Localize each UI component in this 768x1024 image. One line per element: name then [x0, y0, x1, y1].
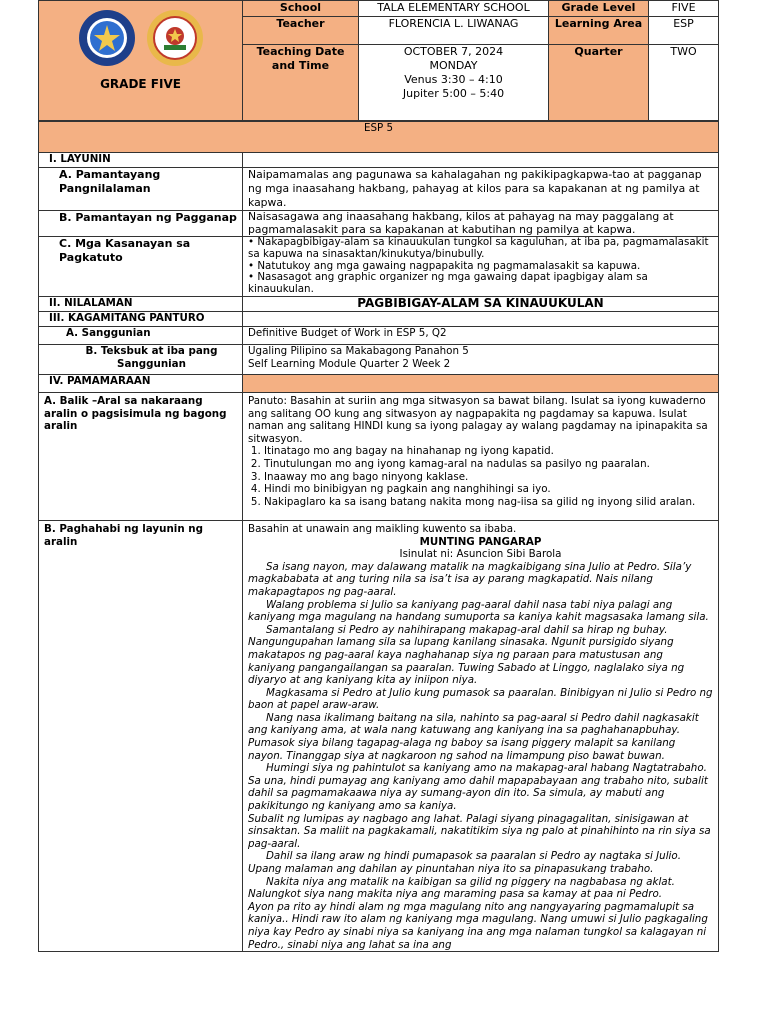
kasanayan-label: C. Mga Kasanayan sa Pagkatuto	[39, 237, 243, 297]
story-title: MUNTING PANGARAP	[419, 535, 542, 548]
kagamitan-empty	[243, 311, 719, 326]
pamantayang-label: A. Pamantayang Pangnilalaman	[39, 168, 243, 211]
story-cell	[243, 520, 719, 951]
teksbuk-line: Ugaling Pilipino sa Makabagong Panahon 5	[248, 344, 469, 357]
header-table	[38, 0, 719, 121]
teacher-value: FLORENCIA L. LIWANAG	[359, 17, 549, 45]
paghahabi-label: B. Paghahabi ng layunin ng aralin	[39, 520, 243, 951]
story-paragraph: Sa isang nayon, may dalawang matalik na magkaibigang sina Julio at Pedro. Sila’y magkababata at ang turing nila sa isa’t isa ay parang magkapatid. Nais nilang makapagtapos ng pag-aaral.	[248, 560, 692, 598]
teksbuk-label: B. Teksbuk at iba pang Sanggunian	[39, 344, 243, 374]
balik-cell	[243, 392, 719, 520]
kasanayan-item: • Nakapagbibigay-alam sa kinauukulan tungkol sa kaguluhan, at iba pa, pagmamalasakit sa kapuwa na sinasaktan/kinukutya/binubully.	[248, 236, 709, 260]
teksbuk-line: Self Learning Module Quarter 2 Week 2	[248, 357, 451, 370]
kagamitan-label: III. KAGAMITANG PANTURO	[39, 311, 243, 326]
main-table	[38, 121, 719, 952]
list-item: 3. Inaaway mo ang bago ninyong kaklase.	[264, 471, 713, 484]
story-paragraph: Humingi siya ng pahintulot sa kaniyang amo na makapag-aral habang Nagtatrabaho. Sa una, hindi pumayag ang kaniyang amo dahil mapapabayaan ang trabaho nito, subalit dahil sa pagmamakaawa niya ay sumang-ayon din ito. Sa simula, ay mabuti ang pakikitungo ng kaniyang amo sa kaniya.	[248, 762, 708, 813]
day-value: MONDAY	[429, 59, 478, 73]
balik-list	[248, 445, 713, 508]
pagganap-label: B. Pamantayan ng Pagganap	[39, 211, 243, 237]
story-paragraph: Magkasama si Pedro at Julio kung pumasok sa paaralan. Binibigyan ni Julio si Pedro ng baon at papel araw-araw.	[248, 686, 713, 712]
teksbuk-cell	[243, 344, 719, 374]
kasanayan-list	[243, 237, 719, 297]
nilalaman-label: II. NILALAMAN	[39, 296, 243, 311]
paghahabi-intro: Basahin at unawain ang maikling kuwento sa ibaba.	[248, 522, 517, 535]
pamantayang-text: Naipamamalas ang pagunawa sa kahalagahan ng pakikipagkapwa-tao at pagganap ng mga inaasahang hakbang, pahayag at kilos para sa kapakanan at ng pamilya at kapwa.	[243, 168, 719, 211]
time-jupiter: Jupiter 5:00 – 5:40	[402, 87, 505, 101]
sanggunian-text: Definitive Budget of Work in ESP 5, Q2	[243, 326, 719, 344]
list-item: 2. Tinutulungan mo ang iyong kamag-aral na nadulas sa pasilyo ng paaralan.	[264, 458, 713, 471]
quarter-label: Quarter	[549, 45, 649, 121]
story-paragraph: Samantalang si Pedro ay nahihirapang makapag-aral dahil sa hirap ng buhay. Nangungupahan lamang sila sa lupang kanilang sinasaka. Ngunit pursigido siyang makatapos ng pag-aaral kaya naghahanap siya ng paraan para matustusan ang kaniyang pangangailangan sa paaralan. Tuwing Sabado at Linggo, naglalako siya ng diyaryo at ang kaniyang kita ay iniipon niya.	[248, 623, 685, 687]
quarter-value: TWO	[649, 45, 719, 121]
story-paragraph: Ayon pa rito ay hindi alam ng mga magulang nito ang nangyayaring pagmamalupit sa kaniya.. Hindi raw ito alam ng kaniyang mga magulang. Nang umuwi si Julio pagkagaling niya kay Pedro ay sinabi niya sa kaniyang ina ang mga nalaman tungkol sa kalagayan ni Pedro., sinabi niya ang lahat sa ina ang	[248, 900, 708, 951]
kasanayan-item: • Nasasagot ang graphic organizer ng mga gawaing dapat ipagbigay alam sa kinauukulan.	[248, 271, 648, 296]
list-item: 5. Nakipaglaro ka sa isang batang nakita mong nag-iisa sa gilid ng inyong silid aralan.	[264, 496, 713, 509]
grade-title: GRADE FIVE	[100, 77, 181, 91]
learning-area-value: ESP	[649, 17, 719, 45]
kasanayan-item: • Natutukoy ang mga gawaing nagpapakita ng pagmamalasakit sa kapuwa.	[248, 259, 641, 272]
layunin-label: I. LAYUNIN	[39, 153, 243, 168]
lesson-plan-page	[38, 0, 718, 952]
date-value: OCTOBER 7, 2024	[403, 45, 504, 59]
date-time-cell	[359, 45, 549, 121]
story-paragraph: Dahil sa ilang araw ng hindi pumapasok sa paaralan si Pedro ay nagtaka si Julio. Upang malaman ang dahilan ay pinuntahan niya ito sa pinapasukang trabaho.	[248, 850, 681, 876]
school-value: TALA ELEMENTARY SCHOOL	[359, 1, 549, 17]
logo-cell	[39, 1, 243, 121]
list-item: 1. Itinatago mo ang bagay na hinahanap ng iyong kapatid.	[264, 445, 713, 458]
sanggunian-label: A. Sanggunian	[39, 326, 243, 344]
nilalaman-text: PAGBIBIGAY-ALAM SA KINAUUKULAN	[243, 296, 719, 311]
date-label: Teaching Date and Time	[243, 45, 359, 121]
story-author: Isinulat ni: Asuncion Sibi Barola	[399, 548, 562, 561]
balik-intro: Panuto: Basahin at suriin ang mga sitwasyon sa bawat bilang. Isulat sa iyong kuwaderno ang salitang OO kung ang sitwasyon ay nagpapakita ng pagdamay sa kapuwa. Isulat naman ang salitang HINDI kung sa iyong palagay ay walang pagdamay na ipinapakita sa sitwasyon.	[248, 394, 708, 445]
grade-level-label: Grade Level	[549, 1, 649, 17]
school-seal-icon	[146, 9, 204, 67]
pamamaraan-empty	[243, 374, 719, 392]
learning-area-label: Learning Area	[549, 17, 649, 45]
balik-label: A. Balik –Aral sa nakaraang aralin o pagsisimula ng bagong aralin	[39, 392, 243, 520]
story-paragraph: Nakita niya ang matalik na kaibigan sa gilid ng piggery na nagbabasa ng aklat. Nalungkot siya nang makita niya ang maraming pasa sa kamay at paa ni Pedro.	[248, 875, 675, 901]
pagganap-text: Naisasagawa ang inaasahang hakbang, kilos at pahayag na may paggalang at pagmamalasakit para sa kapakanan at kabutihan ng pamilya at kapwa.	[243, 211, 719, 237]
time-venus: Venus 3:30 – 4:10	[404, 73, 503, 87]
school-label: School	[243, 1, 359, 17]
grade-level-value: FIVE	[649, 1, 719, 17]
deped-seal-icon	[78, 9, 136, 67]
subject-title: ESP 5	[39, 122, 719, 153]
story-paragraph: Nang nasa ikalimang baitang na sila, nahinto sa pag-aaral si Pedro dahil nagkasakit ang kaniyang ama, at wala nang katuwang ang kaniyang ina sa paghahanapbuhay. Pumasok siya bilang tagapag-alaga ng baboy sa isang piggery malapit sa kanilang nayon. Tinanggap siya at nagkaroon ng sahod na limampung piso bawat buwan.	[248, 711, 699, 762]
list-item: 4. Hindi mo binibigyan ng pagkain ang nanghihingi sa iyo.	[264, 483, 713, 496]
pamamaraan-label: IV. PAMAMARAAN	[39, 374, 243, 392]
teacher-label: Teacher	[243, 17, 359, 45]
story-paragraph: Walang problema si Julio sa kaniyang pag-aaral dahil nasa tabi niya palagi ang kaniyang mga magulang na handang sumuporta sa kaniya kahit magsasaka lamang sila.	[248, 598, 709, 624]
layunin-empty	[243, 153, 719, 168]
story-paragraph: Subalit ng lumipas ay nagbago ang lahat. Palagi siyang pinagagalitan, sinisigawan at sinsaktan. Sa maliit na pagkakamali, nakatitikim siya ng palo at pinahihinto na rin siya sa pag-aaral.	[248, 812, 711, 850]
